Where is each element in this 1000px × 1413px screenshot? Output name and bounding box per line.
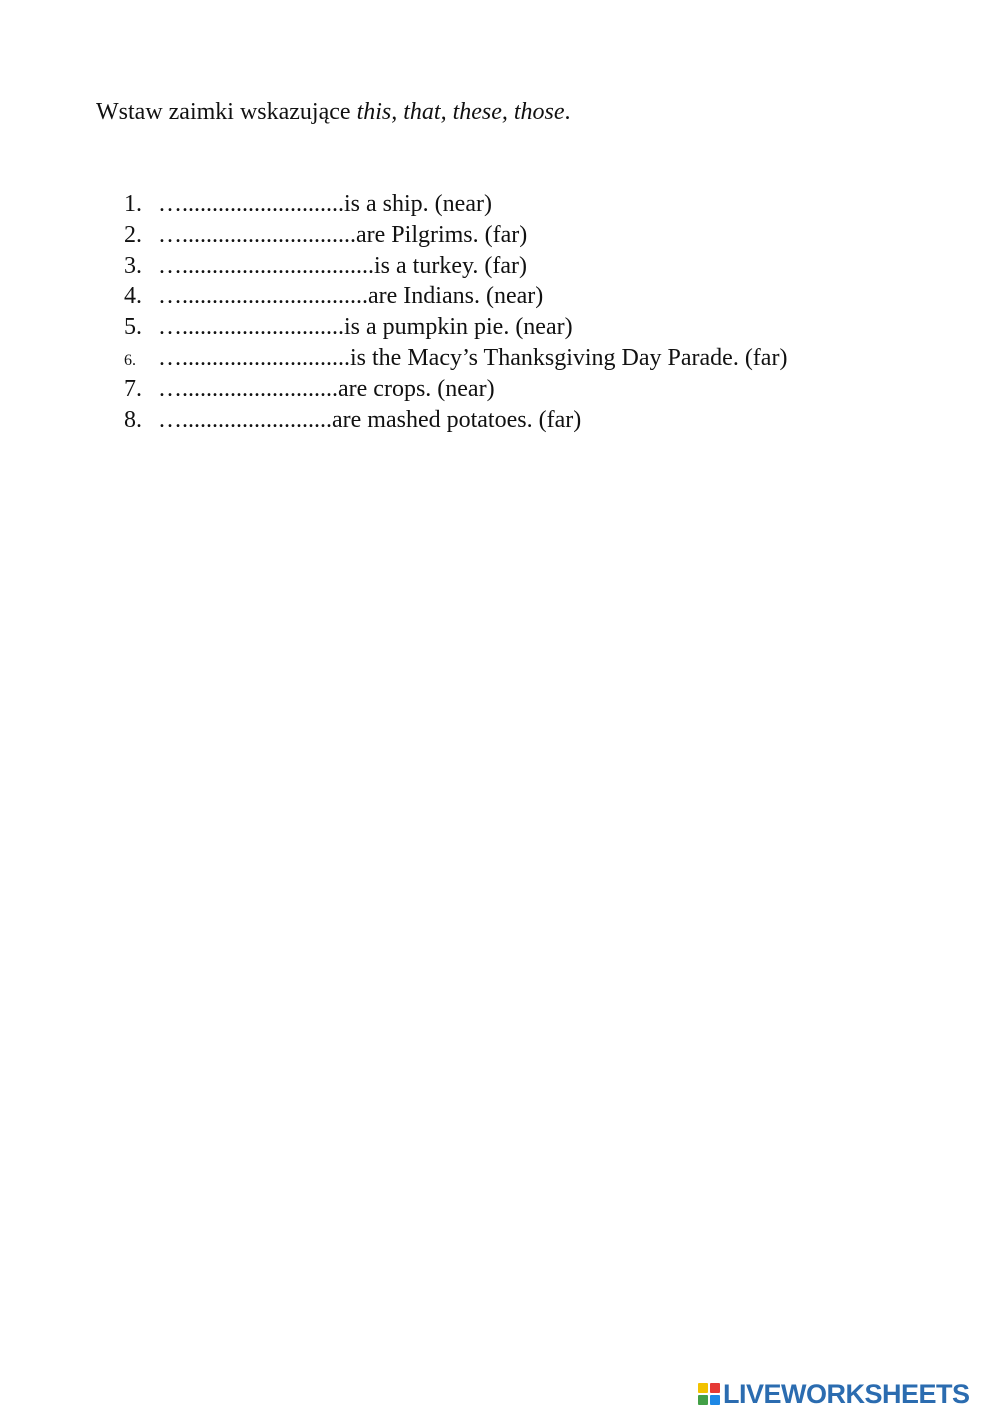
- instruction-suffix: .: [564, 99, 571, 125]
- logo-square-icon: [698, 1395, 708, 1405]
- exercise-item-8: [124, 405, 787, 436]
- item-sentence: are mashed potatoes. (far): [332, 406, 582, 433]
- item-number: 6.: [124, 351, 136, 369]
- item-number: 4.: [124, 283, 142, 310]
- item-number: 1.: [124, 191, 142, 217]
- liveworksheets-logo: [698, 1378, 970, 1410]
- item-number: 2.: [124, 221, 142, 248]
- item-sentence: is a pumpkin pie. (near): [344, 314, 573, 341]
- item-sentence: is a turkey. (far): [374, 252, 528, 279]
- logo-square-icon: [710, 1383, 720, 1393]
- answer-gap[interactable]: ….........................: [158, 406, 332, 433]
- instruction-text: [96, 96, 571, 128]
- instruction-prefix: Wstaw zaimki wskazujące: [96, 99, 357, 125]
- answer-gap[interactable]: …...........................: [158, 314, 344, 341]
- logo-text: LIVEWORKSHEETS: [723, 1379, 970, 1409]
- logo-square-icon: [710, 1395, 720, 1405]
- exercise-item-5: [124, 312, 787, 343]
- exercise-item-3: [124, 251, 787, 282]
- exercise-item-6: [124, 343, 787, 374]
- answer-gap[interactable]: ….............................: [158, 221, 356, 248]
- item-number: 7.: [124, 375, 142, 402]
- item-sentence: are crops. (near): [338, 375, 495, 402]
- item-sentence: are Indians. (near): [368, 283, 544, 310]
- exercise-item-1: [124, 189, 787, 220]
- answer-gap[interactable]: …............................: [158, 344, 350, 371]
- logo-squares-icon: [698, 1383, 720, 1405]
- item-sentence: is the Macy’s Thanksgiving Day Parade. (far): [350, 344, 788, 371]
- exercise-item-4: [124, 281, 787, 312]
- answer-gap[interactable]: …................................: [158, 252, 374, 279]
- item-sentence: is a ship. (near): [344, 191, 492, 217]
- exercise-list: [124, 189, 787, 435]
- item-number: 5.: [124, 314, 142, 341]
- item-number: 8.: [124, 406, 142, 433]
- instruction-pronouns: this, that, these, those: [356, 99, 565, 125]
- exercise-item-7: [124, 374, 787, 405]
- answer-gap[interactable]: …...............................: [158, 283, 368, 310]
- answer-gap[interactable]: …...........................: [158, 191, 344, 217]
- item-number: 3.: [124, 252, 142, 279]
- answer-gap[interactable]: …..........................: [158, 375, 338, 402]
- exercise-item-2: [124, 220, 787, 251]
- item-sentence: are Pilgrims. (far): [356, 221, 528, 248]
- logo-square-icon: [698, 1383, 708, 1393]
